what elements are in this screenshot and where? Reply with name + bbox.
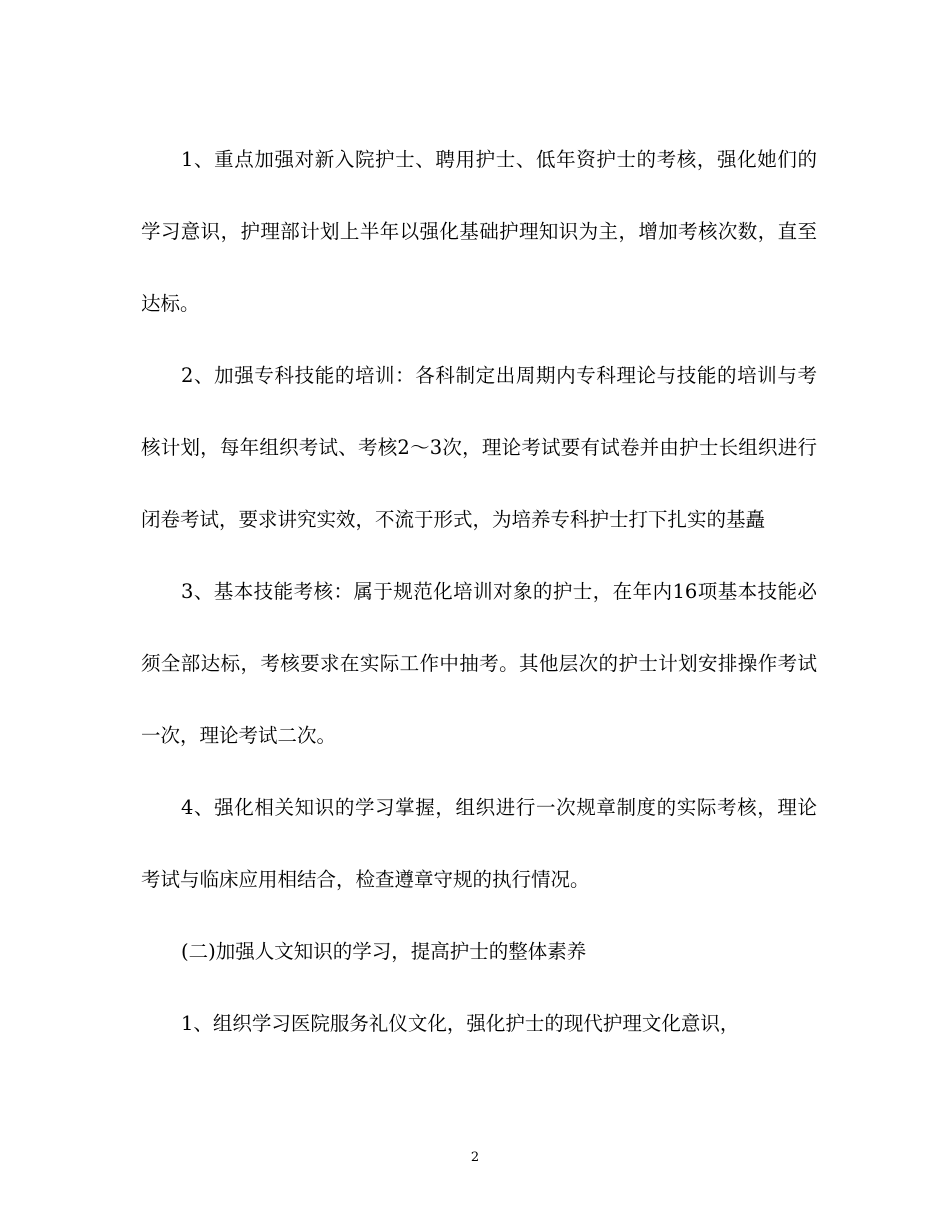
paragraph-1: 1、重点加强对新入院护士、聘用护士、低年资护士的考核，强化她们的学习意识，护理部计划上半年以强化基础护理知识为主，增加考核次数，直至达标。 xyxy=(141,148,817,315)
page-number: 2 xyxy=(470,1150,480,1165)
paragraph-5: 1、组织学习医院服务礼仪文化，强化护士的现代护理文化意识， xyxy=(181,1012,740,1035)
paragraph-2: 2、加强专科技能的培训：各科制定出周期内专科理论与技能的培训与考核计划，每年组织考试、考核2～3次，理论考试要有试卷并由护士长组织进行闭卷考试，要求讲究实效，不流于形式，为培养专科护士打下扎实的基矗 xyxy=(141,364,817,531)
paragraph-4: 4、强化相关知识的学习掌握，组织进行一次规章制度的实际考核，理论考试与临床应用相结合，检查遵章守规的执行情况。 xyxy=(141,796,817,891)
section-heading: (二)加强人文知识的学习，提高护士的整体素养 xyxy=(181,940,587,963)
document-body xyxy=(141,124,817,1060)
paragraph-3: 3、基本技能考核：属于规范化培训对象的护士，在年内16项基本技能必须全部达标，考核要求在实际工作中抽考。其他层次的护士计划安排操作考试一次，理论考试二次。 xyxy=(141,580,817,747)
